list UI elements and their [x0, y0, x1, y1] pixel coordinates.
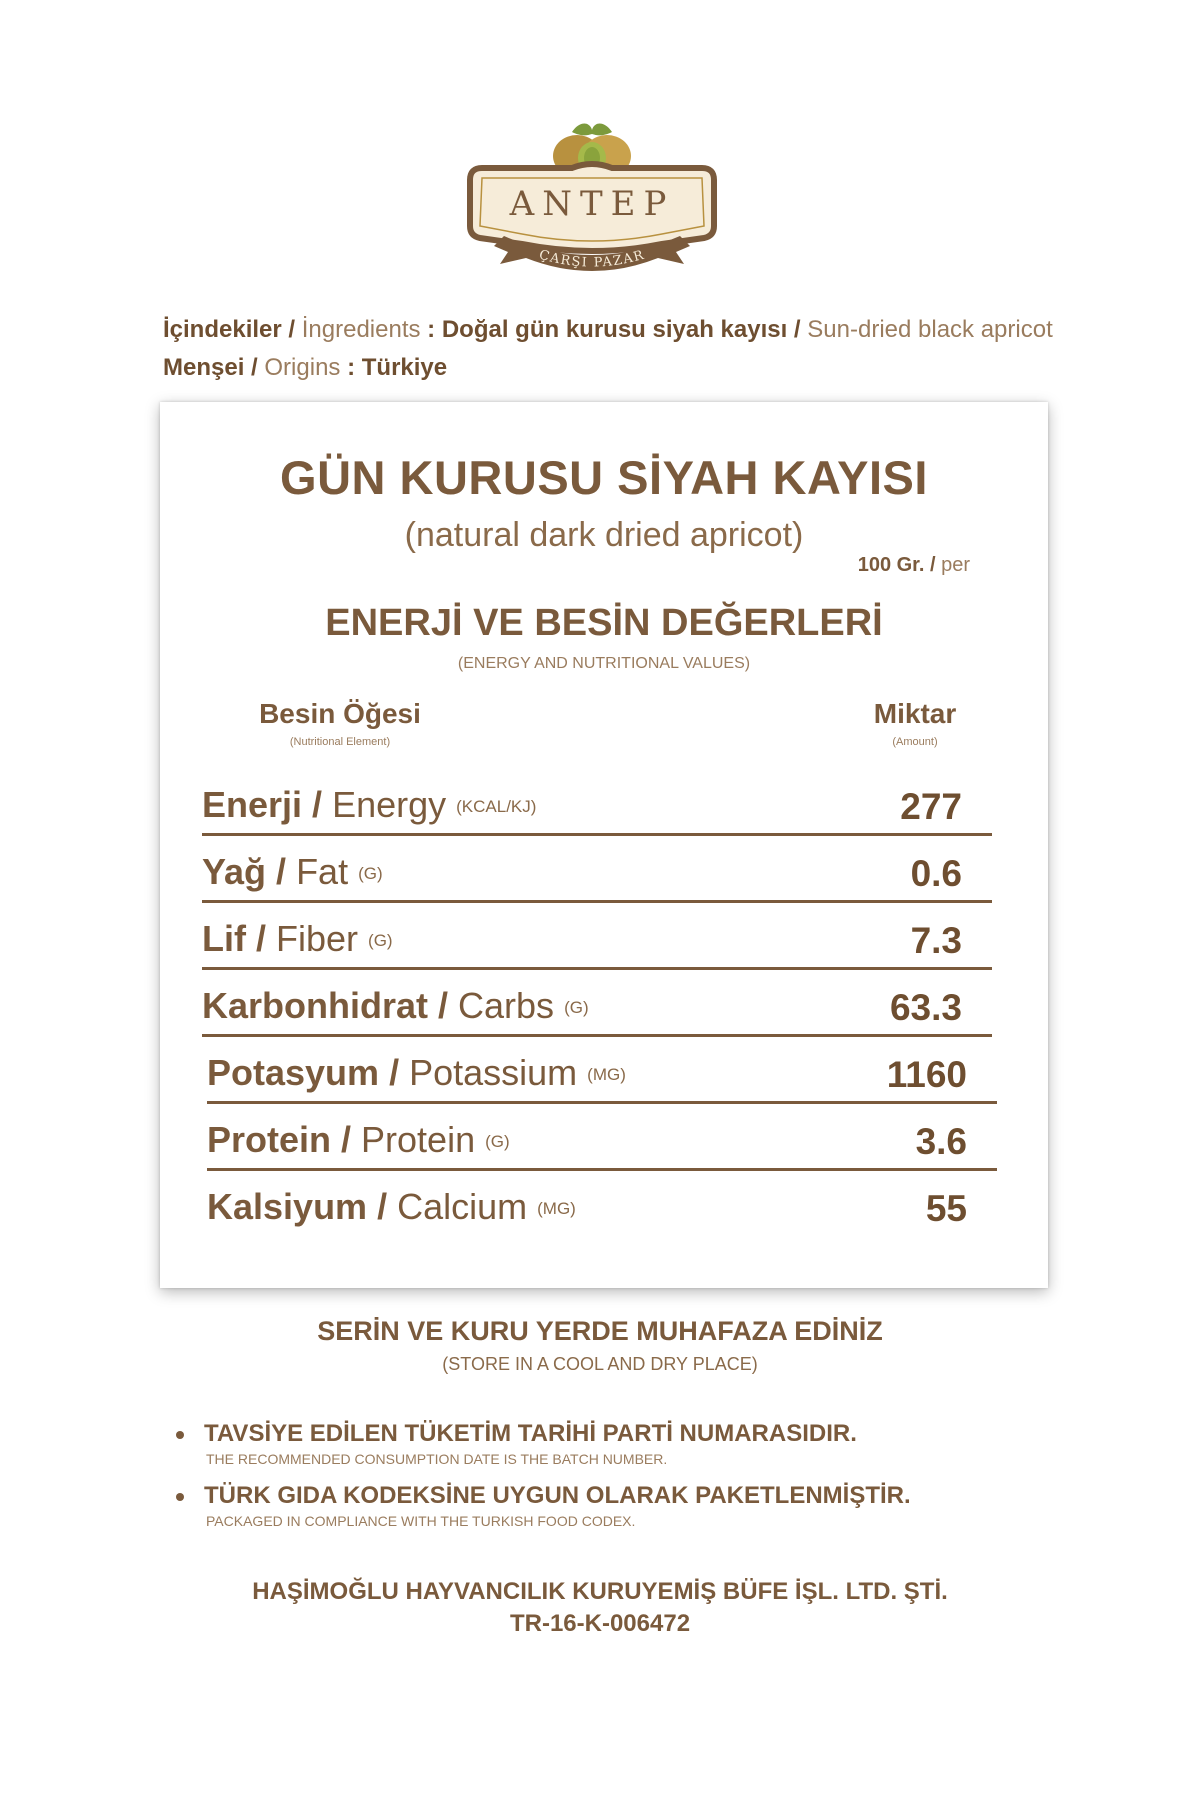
note-main: TAVSİYE EDİLEN TÜKETİM TARİHİ PARTİ NUMARASIDIR.	[204, 1420, 857, 1447]
column-subheader-amount: (Amount)	[892, 736, 938, 748]
nutrient-unit: (G)	[368, 931, 393, 951]
nutrient-name: Enerji / Energy (KCAL/KJ)	[202, 784, 537, 825]
bullet-icon	[176, 1431, 184, 1439]
nutrient-unit: (G)	[564, 998, 589, 1018]
origin-label-en: Origins	[264, 354, 341, 381]
nutrient-name-tr: Yağ	[202, 851, 267, 892]
per-label: per	[941, 554, 970, 576]
per-amount: 100 Gr. / per	[857, 554, 970, 576]
section-subtitle: (ENERGY AND NUTRITIONAL VALUES)	[457, 655, 751, 672]
nutrient-name: Kalsiyum / Calcium (MG)	[207, 1186, 576, 1227]
note-sub: THE RECOMMENDED CONSUMPTION DATE IS THE BATCH NUMBER.	[206, 1451, 668, 1467]
logo-brand-text: ANTEP	[509, 184, 675, 224]
nutrient-row-protein	[207, 1105, 997, 1171]
product-subtitle: (natural dark dried apricot)	[404, 516, 804, 554]
ingredients-label-tr: İçindekiler	[163, 316, 282, 343]
row-divider	[202, 1034, 992, 1037]
nutrient-unit: (MG)	[587, 1065, 626, 1085]
ingredients-value-tr: Doğal gün kurusu siyah kayısı	[441, 316, 788, 343]
ingredients-value-en: Sun-dried black apricot	[807, 316, 1053, 343]
note-main: TÜRK GIDA KODEKSİNE UYGUN OLARAK PAKETLENMİŞTİR.	[204, 1482, 911, 1509]
nutrition-card	[160, 402, 1048, 1288]
nutrient-name-tr: Enerji	[202, 784, 303, 825]
ingredients-label-en: İngredients	[301, 316, 421, 343]
nutrient-unit: (G)	[485, 1132, 510, 1152]
origin-value: Türkiye	[361, 354, 448, 381]
column-subheader-element: (Nutritional Element)	[289, 736, 391, 748]
storage-subtitle: (STORE IN A COOL AND DRY PLACE)	[442, 1354, 758, 1374]
nutrient-name-tr: Karbonhidrat	[202, 985, 429, 1026]
nutrient-row-potassium	[207, 1038, 997, 1104]
nutrient-name-tr: Kalsiyum	[207, 1186, 368, 1227]
product-title: GÜN KURUSU SİYAH KAYISI	[280, 451, 928, 504]
company-code: TR-16-K-006472	[509, 1610, 691, 1637]
nutrient-value: 277	[900, 786, 962, 827]
nutrient-value: 7.3	[910, 920, 962, 961]
nutrient-row-carbs	[202, 971, 992, 1037]
nutrient-row-energy	[202, 770, 992, 836]
origin-label-tr: Menşei	[163, 354, 245, 381]
nutrient-unit: (KCAL/KJ)	[456, 797, 537, 817]
nutrient-name-en: Protein	[361, 1119, 476, 1160]
nutrient-unit: (G)	[358, 864, 383, 884]
storage-title: SERİN VE KURU YERDE MUHAFAZA EDİNİZ	[317, 1316, 883, 1346]
section-title: ENERJİ VE BESİN DEĞERLERİ	[325, 602, 883, 644]
logo-emblem	[462, 118, 722, 288]
nutrient-name-en: Calcium	[397, 1186, 528, 1227]
nutrient-name: Karbonhidrat / Carbs (G)	[202, 985, 589, 1026]
nutrient-value: 0.6	[910, 853, 962, 894]
nutrient-name-tr: Lif	[202, 918, 246, 959]
nutrient-name-en: Energy	[332, 784, 447, 825]
nutrient-row-fiber	[202, 904, 992, 970]
nutrient-name: Lif / Fiber (G)	[202, 918, 393, 959]
nutrient-name-tr: Potasyum	[207, 1052, 380, 1093]
nutrient-row-fat	[202, 837, 992, 903]
note-sub: PACKAGED IN COMPLIANCE WITH THE TURKISH FOOD CODEX.	[206, 1513, 636, 1529]
nutrient-value: 1160	[886, 1054, 967, 1095]
nutrient-name-en: Fat	[296, 851, 349, 892]
bullet-icon	[176, 1493, 184, 1501]
nutrient-unit: (MG)	[537, 1199, 576, 1219]
logo-tagline: ÇARŞI PAZAR	[537, 247, 647, 271]
per-amount-value: 100 Gr.	[857, 554, 925, 576]
nutrient-name-tr: Protein	[207, 1119, 332, 1160]
brand-logo	[462, 118, 722, 288]
origin-line: Menşei / Origins : Türkiye	[163, 354, 448, 381]
column-header-element: Besin Öğesi	[259, 698, 421, 729]
nutrient-name: Yağ / Fat (G)	[202, 851, 383, 892]
row-divider	[202, 900, 992, 903]
nutrient-name: Potasyum / Potassium (MG)	[207, 1052, 626, 1093]
row-divider	[202, 967, 992, 970]
company-name: HAŞİMOĞLU HAYVANCILIK KURUYEMİŞ BÜFE İŞL. LTD. ŞTİ.	[252, 1578, 948, 1605]
nutrient-name-en: Carbs	[458, 985, 555, 1026]
nutrient-name-en: Potassium	[409, 1052, 578, 1093]
nutrient-value: 3.6	[915, 1121, 967, 1162]
row-divider	[202, 833, 992, 836]
row-divider	[207, 1101, 997, 1104]
nutrient-name-en: Fiber	[276, 918, 359, 959]
ingredients-line: İçindekiler / İngredients : Doğal gün kurusu siyah kayısı / Sun-dried black apricot	[163, 316, 1053, 343]
nutrient-value: 63.3	[889, 987, 962, 1028]
column-header-amount: Miktar	[873, 698, 957, 729]
nutrient-name: Protein / Protein (G)	[207, 1119, 510, 1160]
nutrient-row-calcium	[207, 1172, 997, 1238]
nutrient-value: 55	[925, 1188, 967, 1229]
row-divider	[207, 1168, 997, 1171]
